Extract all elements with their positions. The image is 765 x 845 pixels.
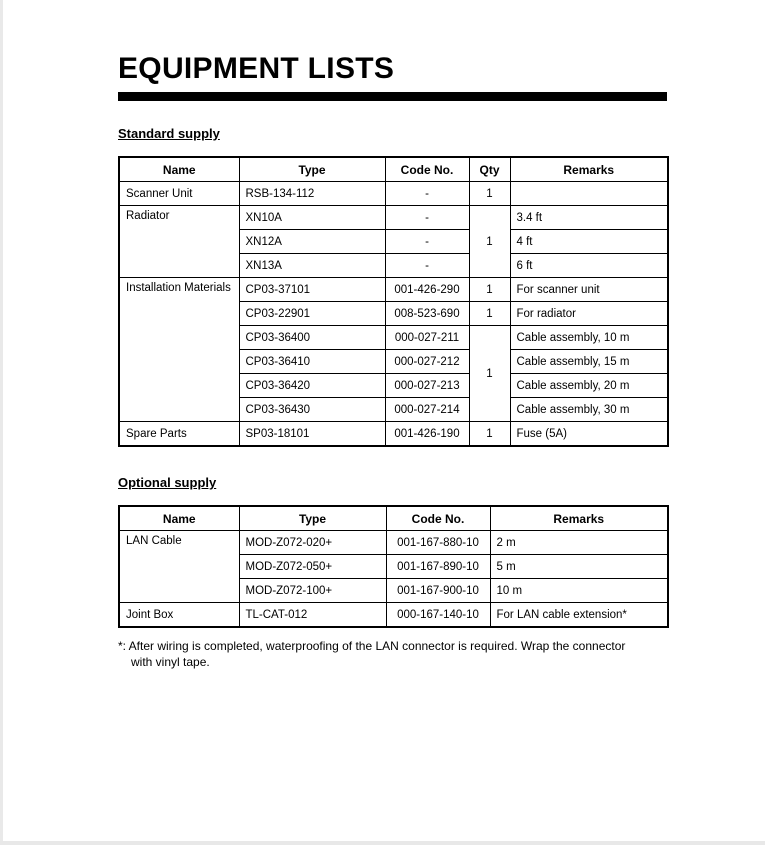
page-edge-bottom	[0, 841, 765, 845]
table-row	[119, 422, 668, 447]
table-cell: 000-167-140-10	[386, 603, 490, 628]
table-row	[119, 278, 668, 302]
table-cell: 3.4 ft	[510, 206, 668, 230]
footnote-line-1: *: After wiring is completed, waterproofing of the LAN connector is required. Wrap the connector	[118, 639, 626, 653]
table-cell: 6 ft	[510, 254, 668, 278]
table-cell: 001-167-890-10	[386, 555, 490, 579]
column-header-type: Type	[239, 506, 386, 531]
column-header-name: Name	[119, 506, 239, 531]
page-edge-left	[0, 0, 3, 845]
table-cell: MOD-Z072-100+	[239, 579, 386, 603]
table-cell: -	[385, 206, 469, 230]
table-row	[119, 182, 668, 206]
table-cell: 000-027-213	[385, 374, 469, 398]
column-header-name: Name	[119, 157, 239, 182]
table-cell: 001-426-290	[385, 278, 469, 302]
table-cell: TL-CAT-012	[239, 603, 386, 628]
table-cell: CP03-36430	[239, 398, 385, 422]
table-cell: -	[385, 254, 469, 278]
column-header-remarks: Remarks	[510, 157, 668, 182]
table-cell: 1	[469, 422, 510, 447]
page-content	[118, 0, 667, 670]
table-cell: 10 m	[490, 579, 668, 603]
table-cell: 001-167-900-10	[386, 579, 490, 603]
table-cell: 4 ft	[510, 230, 668, 254]
table-cell: 1	[469, 326, 510, 422]
table-cell: 1	[469, 182, 510, 206]
table-cell: 008-523-690	[385, 302, 469, 326]
table-cell: Spare Parts	[119, 422, 239, 447]
table-cell: 5 m	[490, 555, 668, 579]
table-cell	[510, 182, 668, 206]
table-cell: Cable assembly, 20 m	[510, 374, 668, 398]
table-cell: LAN Cable	[119, 531, 239, 603]
table-cell: 1	[469, 302, 510, 326]
table-cell: 001-426-190	[385, 422, 469, 447]
table-cell: Installation Materials	[119, 278, 239, 422]
table-cell: For LAN cable extension*	[490, 603, 668, 628]
table-cell: CP03-36420	[239, 374, 385, 398]
standard-supply-table	[118, 156, 669, 447]
title-rule	[118, 92, 667, 101]
table-cell: For scanner unit	[510, 278, 668, 302]
table-cell: -	[385, 230, 469, 254]
table-row	[119, 206, 668, 230]
table-cell: 000-027-211	[385, 326, 469, 350]
table-cell: CP03-37101	[239, 278, 385, 302]
table-cell: CP03-36410	[239, 350, 385, 374]
column-header-code: Code No.	[385, 157, 469, 182]
table-cell: XN12A	[239, 230, 385, 254]
table-cell: MOD-Z072-020+	[239, 531, 386, 555]
table-cell: RSB-134-112	[239, 182, 385, 206]
table-cell: 001-167-880-10	[386, 531, 490, 555]
table-cell: CP03-36400	[239, 326, 385, 350]
table-cell: 1	[469, 278, 510, 302]
optional-supply-heading: Optional supply	[118, 475, 217, 490]
table-row	[119, 603, 668, 628]
table-cell: XN13A	[239, 254, 385, 278]
footnote	[118, 638, 667, 670]
table-cell: Cable assembly, 10 m	[510, 326, 668, 350]
table-cell: 2 m	[490, 531, 668, 555]
table-row	[119, 531, 668, 555]
column-header-code: Code No.	[386, 506, 490, 531]
table-cell: 000-027-214	[385, 398, 469, 422]
table-cell: -	[385, 182, 469, 206]
table-cell: SP03-18101	[239, 422, 385, 447]
table-cell: 1	[469, 206, 510, 278]
table-cell: XN10A	[239, 206, 385, 230]
table-cell: 000-027-212	[385, 350, 469, 374]
optional-supply-table	[118, 505, 669, 628]
column-header-type: Type	[239, 157, 385, 182]
table-header-row	[119, 157, 668, 182]
table-cell: Radiator	[119, 206, 239, 278]
column-header-remarks: Remarks	[490, 506, 668, 531]
table-cell: Fuse (5A)	[510, 422, 668, 447]
table-header-row	[119, 506, 668, 531]
table-cell: For radiator	[510, 302, 668, 326]
table-cell: Scanner Unit	[119, 182, 239, 206]
table-cell: MOD-Z072-050+	[239, 555, 386, 579]
page-title: EQUIPMENT LISTS	[118, 52, 395, 85]
table-cell: Joint Box	[119, 603, 239, 628]
table-cell: CP03-22901	[239, 302, 385, 326]
table-cell: Cable assembly, 15 m	[510, 350, 668, 374]
footnote-line-2: with vinyl tape.	[131, 655, 210, 669]
standard-supply-heading: Standard supply	[118, 126, 220, 141]
table-cell: Cable assembly, 30 m	[510, 398, 668, 422]
column-header-qty: Qty	[469, 157, 510, 182]
